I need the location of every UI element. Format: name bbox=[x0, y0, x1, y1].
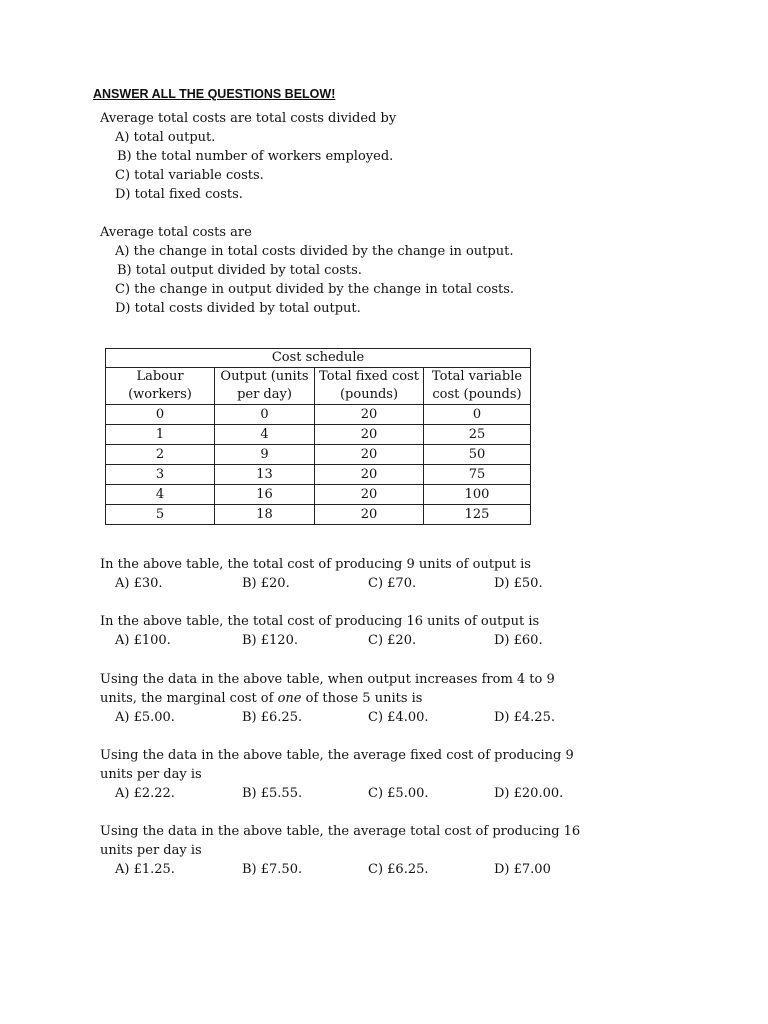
question-5-option-b: B) £6.25. bbox=[242, 710, 303, 725]
question-3-option-a: A) £30. bbox=[115, 576, 163, 591]
question-7 bbox=[100, 822, 600, 879]
question-7-option-d: D) £7.00 bbox=[494, 862, 551, 877]
question-7-stem-line-1: Using the data in the above table, the average total cost of producing 16 bbox=[100, 824, 581, 839]
table-header-row bbox=[106, 368, 531, 405]
question-4-stem: In the above table, the total cost of producing 16 units of output is bbox=[100, 614, 540, 629]
table-cell: 20 bbox=[315, 445, 424, 465]
question-4-option-b: B) £120. bbox=[242, 633, 298, 648]
question-1-option-d: D) total fixed costs. bbox=[115, 187, 243, 202]
question-2-option-c: C) the change in output divided by the change in total costs. bbox=[115, 282, 515, 297]
emphasis-text: one bbox=[277, 691, 302, 706]
table-row bbox=[106, 445, 531, 465]
table-cell: 25 bbox=[424, 425, 531, 445]
table-cell: 75 bbox=[424, 465, 531, 485]
question-6-option-c: C) £5.00. bbox=[368, 786, 429, 801]
question-6-option-d: D) £20.00. bbox=[494, 786, 564, 801]
question-6-options bbox=[100, 784, 600, 803]
table-row bbox=[106, 465, 531, 485]
table-cell: 5 bbox=[106, 505, 215, 525]
column-header-fixed-cost: Total fixed cost (pounds) bbox=[315, 368, 424, 405]
question-4-option-d: D) £60. bbox=[494, 633, 543, 648]
page-heading: ANSWER ALL THE QUESTIONS BELOW! bbox=[93, 87, 336, 101]
table-row bbox=[106, 405, 531, 425]
table-row bbox=[106, 505, 531, 525]
table-row bbox=[106, 425, 531, 445]
question-6-stem-line-1: Using the data in the above table, the average fixed cost of producing 9 bbox=[100, 748, 574, 763]
question-5-option-d: D) £4.25. bbox=[494, 710, 555, 725]
question-4-option-a: A) £100. bbox=[115, 633, 171, 648]
cost-schedule-table bbox=[105, 348, 531, 525]
question-7-option-b: B) £7.50. bbox=[242, 862, 303, 877]
question-1-option-c: C) total variable costs. bbox=[115, 168, 264, 183]
question-2-stem: Average total costs are bbox=[100, 225, 252, 240]
question-6-option-a: A) £2.22. bbox=[115, 786, 175, 801]
question-3-option-b: B) £20. bbox=[242, 576, 290, 591]
question-2-option-d: D) total costs divided by total output. bbox=[115, 301, 361, 316]
question-7-stem-line-2: units per day is bbox=[100, 843, 202, 858]
table-row bbox=[106, 485, 531, 505]
question-4-option-c: C) £20. bbox=[368, 633, 417, 648]
question-6 bbox=[100, 746, 600, 803]
question-1-stem: Average total costs are total costs divided by bbox=[100, 111, 397, 126]
table-cell: 20 bbox=[315, 505, 424, 525]
question-1-option-b: B) the total number of workers employed. bbox=[117, 149, 394, 164]
question-6-stem-line-2: units per day is bbox=[100, 767, 202, 782]
question-5-stem-line-2: units, the marginal cost of one of those 5 units is bbox=[100, 691, 423, 706]
column-header-labour: Labour (workers) bbox=[106, 368, 215, 405]
table-cell: 100 bbox=[424, 485, 531, 505]
question-3-option-d: D) £50. bbox=[494, 576, 543, 591]
table-cell: 4 bbox=[215, 425, 315, 445]
question-4-options bbox=[100, 631, 600, 650]
question-7-options bbox=[100, 860, 600, 879]
table-cell: 18 bbox=[215, 505, 315, 525]
question-5-stem-line-1: Using the data in the above table, when output increases from 4 to 9 bbox=[100, 672, 555, 687]
table-title: Cost schedule bbox=[106, 349, 531, 368]
table-cell: 16 bbox=[215, 485, 315, 505]
table-cell: 125 bbox=[424, 505, 531, 525]
question-3-options bbox=[100, 574, 600, 593]
question-7-option-a: A) £1.25. bbox=[115, 862, 175, 877]
column-header-output: Output (units per day) bbox=[215, 368, 315, 405]
question-6-option-b: B) £5.55. bbox=[242, 786, 303, 801]
question-3-stem: In the above table, the total cost of producing 9 units of output is bbox=[100, 557, 531, 572]
question-1-option-a: A) total output. bbox=[115, 130, 216, 145]
question-2 bbox=[100, 223, 600, 318]
question-5-options bbox=[100, 708, 600, 727]
question-5 bbox=[100, 670, 600, 727]
table-cell: 20 bbox=[315, 425, 424, 445]
question-4 bbox=[100, 612, 600, 650]
question-2-option-a: A) the change in total costs divided by the change in output. bbox=[115, 244, 514, 259]
table-cell: 1 bbox=[106, 425, 215, 445]
table-cell: 4 bbox=[106, 485, 215, 505]
table-cell: 20 bbox=[315, 405, 424, 425]
table-cell: 13 bbox=[215, 465, 315, 485]
table-cell: 9 bbox=[215, 445, 315, 465]
table-cell: 0 bbox=[106, 405, 215, 425]
table-cell: 0 bbox=[215, 405, 315, 425]
table-cell: 20 bbox=[315, 485, 424, 505]
question-3 bbox=[100, 555, 600, 593]
question-3-option-c: C) £70. bbox=[368, 576, 417, 591]
table-cell: 3 bbox=[106, 465, 215, 485]
question-5-option-c: C) £4.00. bbox=[368, 710, 429, 725]
table-cell: 2 bbox=[106, 445, 215, 465]
question-1 bbox=[100, 109, 600, 204]
table-cell: 20 bbox=[315, 465, 424, 485]
question-7-option-c: C) £6.25. bbox=[368, 862, 429, 877]
column-header-variable-cost: Total variable cost (pounds) bbox=[424, 368, 531, 405]
question-2-option-b: B) total output divided by total costs. bbox=[117, 263, 362, 278]
table-cell: 0 bbox=[424, 405, 531, 425]
table-cell: 50 bbox=[424, 445, 531, 465]
question-5-option-a: A) £5.00. bbox=[115, 710, 175, 725]
